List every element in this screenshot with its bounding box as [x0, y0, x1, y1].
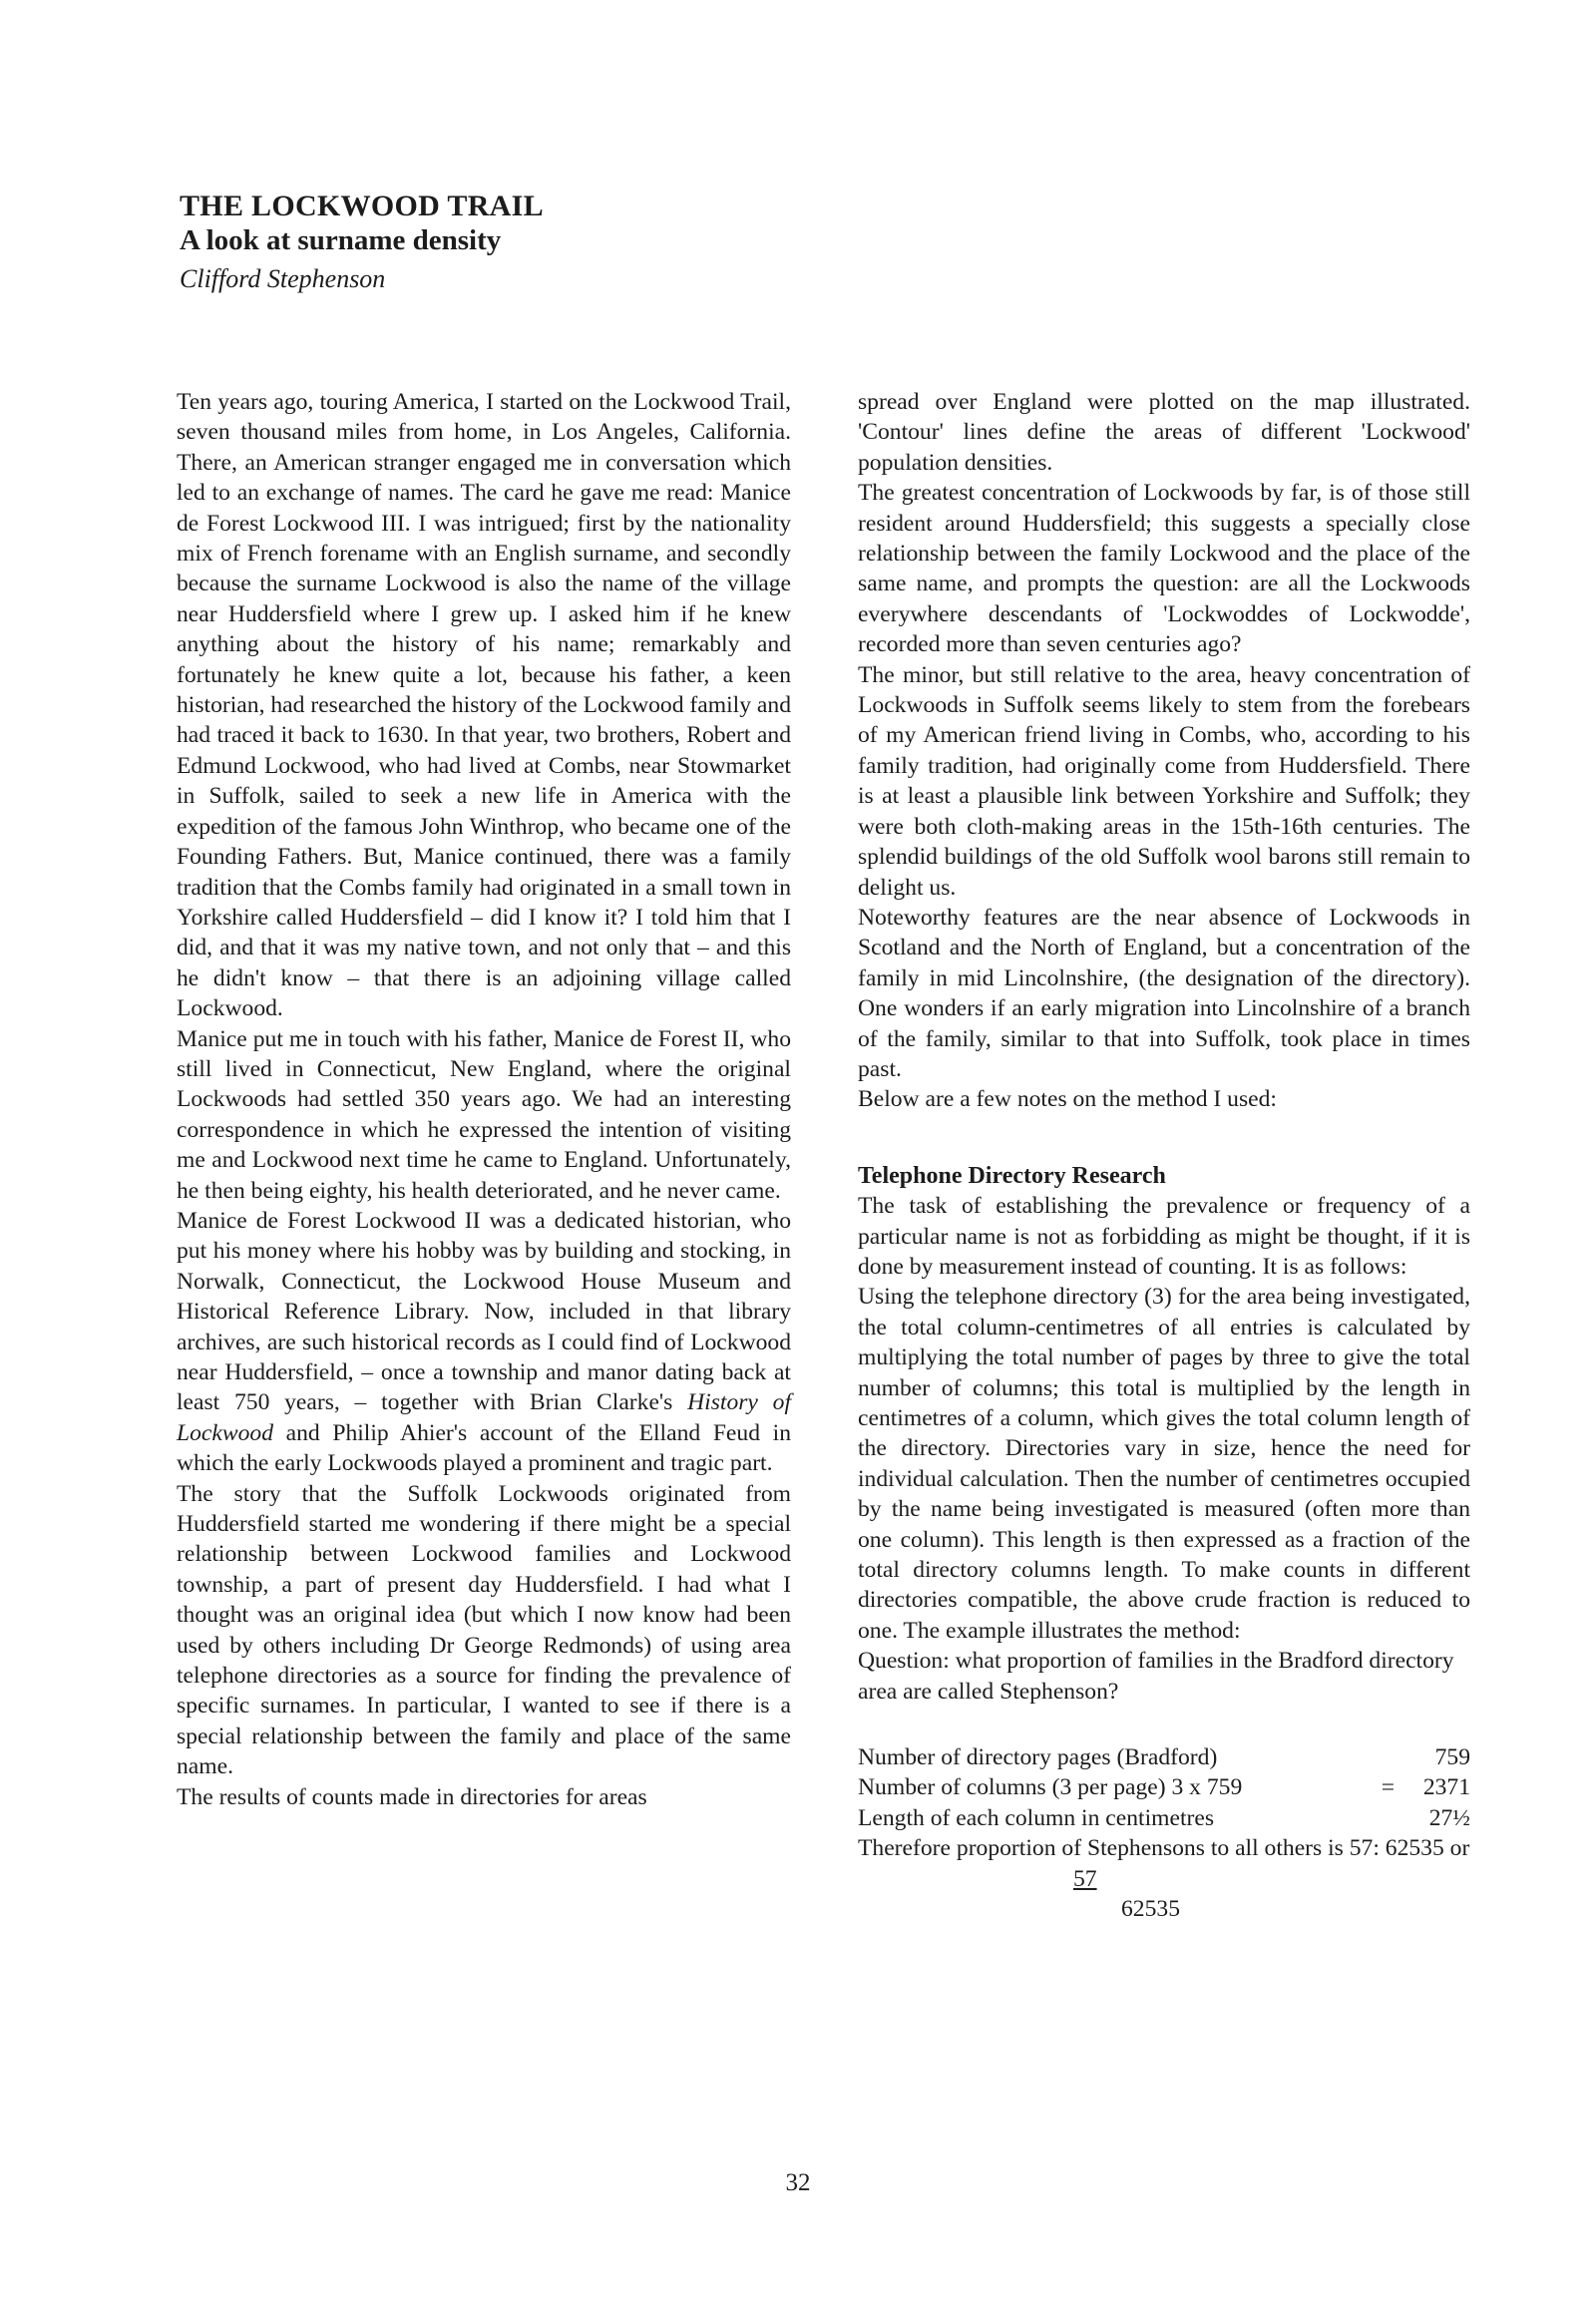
calc-row — [858, 1833, 1470, 1863]
paragraph: spread over England were plotted on the map illustrated. 'Contour' lines define the areas of different 'Lockwood' population densities. — [858, 389, 1470, 476]
example-question: Question: what proportion of families in the Bradford directory area are called Stephenson? — [858, 1648, 1454, 1705]
section-heading: Telephone Directory Research — [858, 1162, 1166, 1189]
paragraph: The minor, but still relative to the area, heavy concentration of Lockwoods in Suffolk seems likely to stem from the forebears of my American friend living in Combs, who, according to his family tradition, had originally come from Huddersfield. There is at least a plausible link between Yorkshire and Suffolk; they were both cloth-making areas in the 15th-16th centuries. The splendid buildings of the old Suffolk wool barons still remain to delight us. — [858, 661, 1470, 901]
paragraph: The story that the Suffolk Lockwoods originated from Huddersfield started me wondering if there might be a special relationship between Lockwood families and Lockwood township, a part of present day Huddersfield. I had what I thought was an original idea (but which I now know had been used by others including Dr George Redmonds) of using area telephone directories as a source for finding the prevalence of specific surnames. In particular, I wanted to see if there is a special relationship between the family and place of the same name. — [177, 1480, 791, 1780]
calc-value: 2371 — [1422, 1774, 1470, 1801]
article-title: THE LOCKWOOD TRAIL — [180, 190, 544, 222]
fraction-denominator: 62535 — [1121, 1895, 1180, 1922]
page-number: 32 — [785, 2169, 811, 2196]
paragraph: Manice put me in touch with his father, Manice de Forest II, who still lived in Connecticut, New England, where the original Lockwoods had settled 350 years ago. We had an interesting correspondence in which he expressed the intention of visiting me and Lockwood next time he came to England. Unfortunately, he then being eighty, his health deteriorated, and he never came. — [177, 1025, 791, 1204]
right-column — [858, 387, 1470, 1934]
article-author: Clifford Stephenson — [180, 264, 386, 293]
paragraph: Noteworthy features are the near absence of Lockwoods in Scotland and the North of England, but a concentration of the family in mid Lincolnshire, (the designation of the directory). One wonders if an early migration into Lincolnshire of a branch of the family, similar to that into Suffolk, took place in times past. — [858, 904, 1470, 1082]
calc-row — [858, 1772, 1470, 1802]
paragraph: The results of counts made in directories for areas — [177, 1783, 647, 1810]
paragraph: Ten years ago, touring America, I started on the Lockwood Trail, seven thousand miles from home, in Los Angeles, California. There, an American stranger engaged me in conversation which led to an exchange of names. The card he gave me read: Manice de Forest Lockwood III. I was intrigued; first by the nationality mix of French forename with an English surname, and secondly because the surname Lockwood is also the name of the village near Huddersfield where I grew up. I asked him if he knew anything about the history of his name; remarkably and fortunately he knew quite a lot, because his father, a keen historian, had researched the history of the Lockwood family and had traced it back to 1630. In that year, two brothers, Robert and Edmund Lockwood, who had lived at Combs, near Stowmarket in Suffolk, sailed to seek a new life in America with the expedition of the famous John Winthrop, who became one of the Founding Fathers. But, Manice continued, there was a family tradition that the Combs family had originated in a small town in Yorkshire called Huddersfield – did I know it? I told him that I did, and that it was my native town, and not only that – and this he didn't know – that there is an adjoining village called Lockwood. — [177, 389, 791, 1022]
paragraph-text: and Philip Ahier's account of the Elland Feud in which the early Lockwoods played a prominent and tragic part. — [177, 1419, 791, 1477]
calc-row — [858, 1803, 1470, 1833]
calc-fraction-row — [858, 1864, 1470, 1934]
article-subtitle: A look at surname density — [180, 224, 502, 256]
calc-equals: = — [1381, 1774, 1396, 1801]
calc-label: Number of columns (3 per page) 3 x 759 — [858, 1774, 1243, 1801]
calc-row — [858, 1742, 1470, 1772]
calc-label: Length of each column in centimetres — [858, 1804, 1215, 1831]
book-title: History of Lockwood — [177, 1389, 791, 1446]
fraction-numerator: 57 — [1073, 1865, 1097, 1892]
calculation-table — [858, 1742, 1470, 1934]
paragraph: Below are a few notes on the method I used: — [858, 1086, 1277, 1113]
paragraph — [177, 1206, 791, 1479]
calc-value: 759 — [1434, 1744, 1470, 1771]
calc-text: Therefore proportion of Stephensons to all others is 57: 62535 or — [858, 1835, 1470, 1862]
fraction — [858, 1864, 1470, 1934]
calc-value: 27½ — [1428, 1804, 1470, 1831]
paragraph: Using the telephone directory (3) for the area being investigated, the total column-centimetres of all entries is calculated by multiplying the total number of pages by three to give the total number of columns; this total is multiplied by the length in centimetres of a column, which gives the total column length of the directory. Directories vary in size, hence the need for individual calculation. Then the number of centimetres occupied by the name being investigated is measured (often more than one column). This length is then expressed as a fraction of the total directory columns length. To make counts in different directories compatible, the above crude fraction is reduced to one. The example illustrates the method: — [858, 1284, 1470, 1644]
paragraph: The greatest concentration of Lockwoods by far, is of those still resident around Huddersfield; this suggests a specially close relationship between the family Lockwood and the place of the same name, and prompts the question: are all the Lockwoods everywhere descendants of 'Lockwoddes of Lockwodde', recorded more than seven centuries ago? — [858, 480, 1470, 658]
paragraph: The task of establishing the prevalence or frequency of a particular name is not as forbidding as might be thought, if it is done by measurement instead of counting. It is as follows: — [858, 1193, 1470, 1280]
paragraph-text: Manice de Forest Lockwood II was a dedicated historian, who put his money where his hobby was by building and stocking, in Norwalk, Connecticut, the Lockwood House Museum and Historical Reference Library. Now, included in that library archives, are such historical records as I could find of Lockwood near Huddersfield, – once a township and manor dating back at least 750 years, – together with Brian Clarke's — [177, 1207, 791, 1416]
calc-label: Number of directory pages (Bradford) — [858, 1744, 1218, 1771]
left-column — [177, 387, 791, 1812]
